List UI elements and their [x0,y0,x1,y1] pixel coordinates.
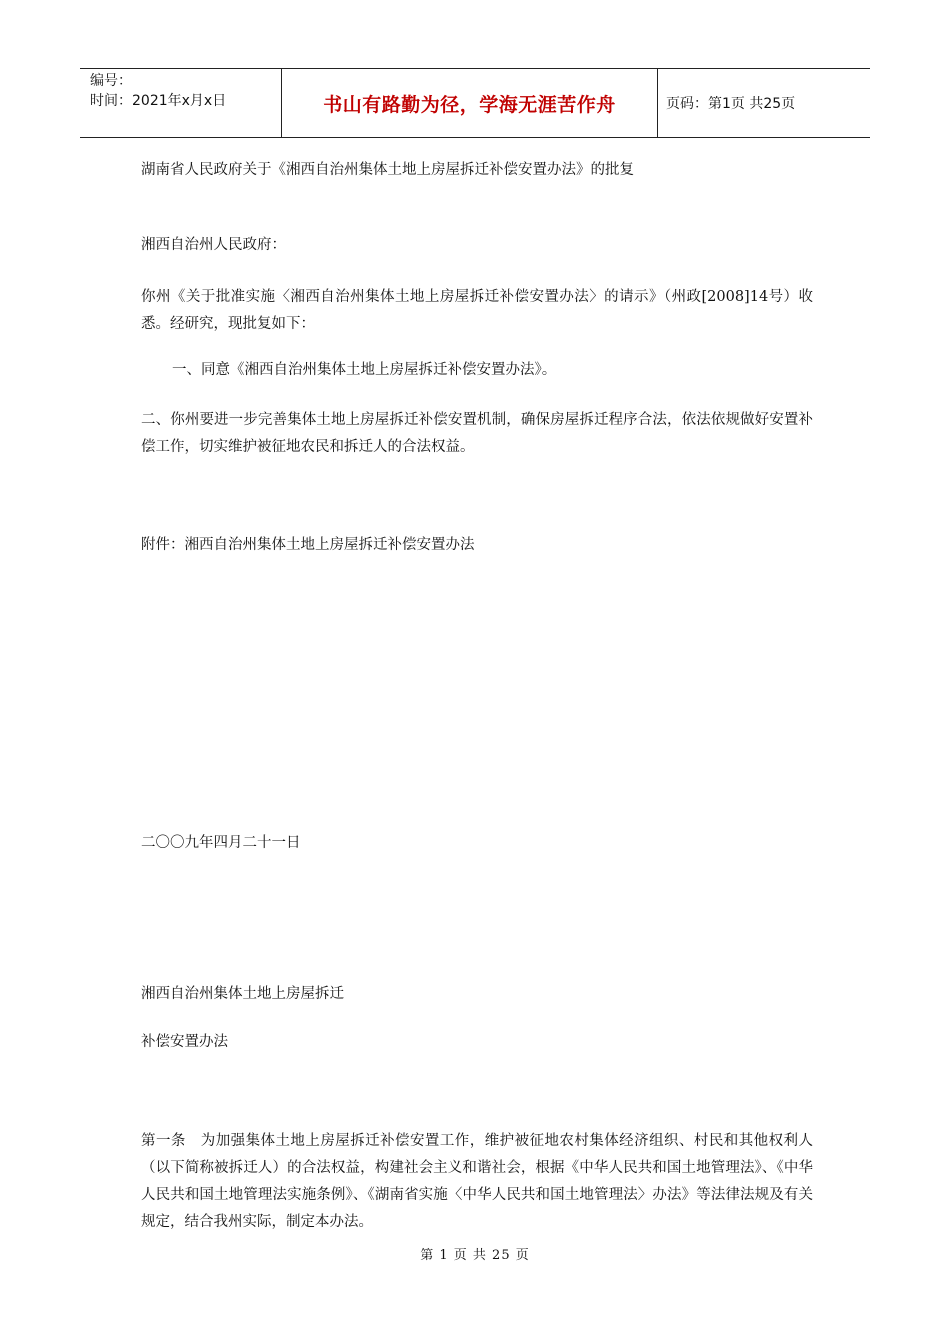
motto-text: 书山有路勤为径，学海无涯苦作舟 [323,93,616,116]
annex-title-line-2: 补偿安置办法 [141,1034,228,1050]
header-page-cell [658,69,870,137]
attachment-line: 附件：湘西自治州集体土地上房屋拆迁补偿安置办法 [141,537,475,553]
date-label: 时间：2021年x月x日 [90,93,227,109]
annex-title-line-1: 湘西自治州集体土地上房屋拆迁 [141,986,344,1002]
document-title: 湖南省人民政府关于《湘西自治州集体土地上房屋拆迁补偿安置办法》的批复 [141,162,634,178]
document-header [80,68,870,138]
number-label: 编号： [90,73,132,89]
body-paragraph-1: 你州《关于批准实施〈湘西自治州集体土地上房屋拆迁补偿安置办法〉的请示》（州政[2008]14号）收悉。经研究，现批复如下： [141,289,813,332]
page-info: 页码：第1页 共25页 [666,96,796,112]
header-motto-cell [282,69,658,137]
header-meta-cell [80,69,282,137]
page-footer: 第 1 页 共 25 页 [420,1248,530,1263]
article-1: 第一条 为加强集体土地上房屋拆迁补偿安置工作，维护被征地农村集体经济组织、村民和其他权利人（以下简称被拆迁人）的合法权益，构建社会主义和谐社会，根据《中华人民共和国土地管理法》、《中华人民共和国土地管理法实施条例》、《湖南省实施〈中华人民共和国土地管理法〉办法》等法律法规及有关规定，结合我州实际，制定本办法。 [141,1133,813,1230]
document-date: 二〇〇九年四月二十一日 [141,835,301,851]
item-2: 二、你州要进一步完善集体土地上房屋拆迁补偿安置机制，确保房屋拆迁程序合法，依法依规做好安置补偿工作，切实维护被征地农民和拆迁人的合法权益。 [141,412,813,455]
item-1: 一、同意《湘西自治州集体土地上房屋拆迁补偿安置办法》。 [172,362,557,378]
addressee: 湘西自治州人民政府： [141,237,286,253]
